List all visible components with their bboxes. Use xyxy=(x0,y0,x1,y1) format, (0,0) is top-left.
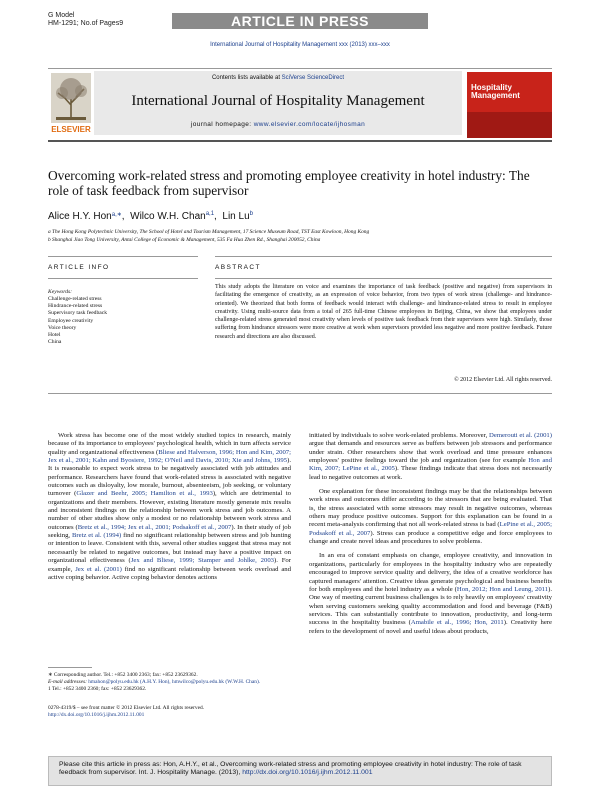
model-tag xyxy=(48,12,123,28)
cover-band xyxy=(467,112,552,138)
author-marks[interactable]: a,1 xyxy=(205,211,215,217)
author-name: Lin Lu xyxy=(222,211,250,222)
issn-line: 0278-4319/$ – see front matter © 2012 Elsevier Ltd. All rights reserved. xyxy=(48,705,205,711)
journal-header xyxy=(48,68,552,142)
author-name: Alice H.Y. Hon xyxy=(48,211,112,222)
citation-link[interactable]: Hon, 2012; Hon and Leung, 2011 xyxy=(456,585,549,593)
body-text: ). It is reasonable to expect work stress to be negatively associated with job attitudes and performance. Researchers have found that work-related stress is associated with negative outcomes such as disloyalty, low morale, burnout, absenteeism, job seeking, or voluntary turnover ( xyxy=(48,457,291,498)
info-mid-rule xyxy=(48,278,198,279)
email-prefix: E-mail addresses: xyxy=(48,679,89,685)
body-paragraph xyxy=(48,432,291,582)
footnote-rule xyxy=(48,667,92,668)
cite-text: Please cite this article in press as: Hon, A.H.Y., et al., Overcoming work-related stress and promoting employee creativity in hotel industry: The role of task feedback from supervisor. Int. J. Hospitality Manage. (2013), xyxy=(59,761,522,777)
model-line: G Model xyxy=(48,12,75,19)
body-text: find no significant relationship between work overload and active coping behavior. Active coping behavior denotes actions xyxy=(48,565,291,581)
contents-line xyxy=(94,75,462,81)
contents-prefix: Contents lists available at xyxy=(211,75,282,81)
body-text: ). For example, xyxy=(48,557,292,573)
email-note xyxy=(48,679,291,686)
body-text: ). Stress can produce a competitive edge and force employees to change and create novel ideas and procedures to solve problems. xyxy=(309,529,553,546)
article-info-heading: ARTICLE INFO xyxy=(48,264,110,271)
body-text: In an era of constant emphasis on change, employee creativity, and innovation in organizations, particularly for employees in the hospitality industry who are repeatedly encouraged to improve service quality and delivery, the idea of a creative workforce has captured managers' attention. Creative ideas generate psychological and business benefits for both employees and the hotel industry as a whole ( xyxy=(309,552,552,593)
footnote-1: 1 Tel.: +852 3400 2360; fax: +852 23629362. xyxy=(48,686,147,692)
keyword-item: Hotel xyxy=(48,332,61,339)
keyword-item: China xyxy=(48,339,62,346)
body-text: find no significant relationship between stress and job hunting or intention to leave. Consistent with this, several other studies suggest that stress may not necessarily be related to negative outcomes, but instead may have a positive impact on organizational effectiveness ( xyxy=(48,532,291,565)
citation-link[interactable]: Hon and Kim, 2007; LePine et al., 2005 xyxy=(309,457,552,473)
body-text: ). These findings indicate that stress does not necessarily lead to negative outcomes at work. xyxy=(309,465,553,481)
body-left-column xyxy=(48,432,291,588)
affiliation-a: a The Hong Kong Polytechnic University, The School of Hotel and Tourism Management, 17 Science Museum Road, TST East Kowloon, Hong Kong xyxy=(48,229,370,235)
journal-cover-thumbnail xyxy=(467,72,552,138)
author-marks[interactable]: b xyxy=(249,211,253,217)
body-text: ). In their study of job seeking, xyxy=(48,523,291,540)
footnotes xyxy=(48,672,291,693)
body-text: ). Creativity here refers to the development of novel and useful ideas about products, xyxy=(309,619,553,635)
citation-link[interactable]: Jex and Bliese, 1999; Stamper and Johlke, 2003 xyxy=(130,557,275,565)
pages-line: HM-1291; No.of Pages9 xyxy=(48,20,124,27)
article-in-press-banner: ARTICLE IN PRESS xyxy=(172,13,428,29)
homepage-line xyxy=(94,121,462,128)
abstract-bottom-rule xyxy=(48,393,552,394)
citation-link[interactable]: Amabile et al., 1996; Hon, 2011 xyxy=(410,619,504,627)
homepage-prefix: journal homepage: xyxy=(190,121,254,128)
cite-this-article-box xyxy=(48,756,552,786)
body-paragraph xyxy=(309,488,552,546)
keyword-item: Supervisory task feedback xyxy=(48,310,108,317)
author-marks[interactable]: a,∗ xyxy=(111,212,122,218)
body-text: One explanation for these inconsistent findings may be that the relationships between work stress and outcomes differ according to the stressors that are being evaluated. That is, the stress associated with some stressors may result in negative outcomes, whereas others may produce positive outcomes. Support for this explanation can be found in a recent meta-analysis confirming that not all work-related stress is bad ( xyxy=(309,488,552,529)
body-text: ), which are detrimental to organizations and their members. However, existing literature mostly generate mix results and inconsistent findings on the relationship between work stress and job outcomes. A number of other studies show only a modest or no relationship between work stress and outcomes ( xyxy=(48,490,291,531)
cover-title: Hospitality Management xyxy=(471,83,520,100)
abstract-top-rule xyxy=(215,256,552,257)
keywords-heading: Keywords: xyxy=(48,289,73,295)
body-text: initiated by individuals to solve work-related problems. Moreover, xyxy=(309,432,490,439)
body-text: Work stress has become one of the most widely studied topics in research, mainly because of its importance to employees' psychological health, which in turn affects service quality and organizational effectiveness ( xyxy=(48,432,291,456)
body-paragraph xyxy=(309,552,552,635)
keyword-item: Voice theory xyxy=(48,324,77,331)
article-title: Overcoming work-related stress and promoting employee creativity in hotel industry: The role of task feedback from supervisor xyxy=(48,168,530,198)
citation-link[interactable]: Glazer and Beehr, 2005; Hamilton et al., 1993 xyxy=(76,490,213,498)
info-top-rule xyxy=(48,256,198,257)
corresponding-author-note: ∗ Corresponding author. Tel.: +852 3400 2363; fax: +852 23629362. xyxy=(48,672,198,678)
body-paragraph xyxy=(309,432,552,482)
email-addresses[interactable]: hmahon@polyu.edu.hk (A.H.Y. Hon), hmwilco@polyu.edu.hk (W.W.H. Chan). xyxy=(88,679,261,685)
sciencedirect-link[interactable]: SciVerse ScienceDirect xyxy=(281,75,345,81)
body-text: ). One way of meeting current business challenges is to rely heavily on employees' creativity when serving customers seeking quality accommodation and food and beverage (F&B) services. This can substantially contribute to innovation, productivity, and long-term success in the hospitality business ( xyxy=(309,585,553,627)
keyword-item: Challenge-related stress xyxy=(48,296,102,302)
cite-doi-link[interactable]: http://dx.doi.org/10.1016/j.ijhm.2012.11.001 xyxy=(242,769,373,777)
keyword-item: Hindrance-related stress xyxy=(48,303,103,310)
citation-link[interactable]: Bretz et al., 1994; Jex et al., 2001; Podsakoff et al., 2007 xyxy=(77,523,232,531)
body-text: argue that demands and resources serve as buffers between job stressors and performance under strain. Other researchers show that work overload and time pressure enhances employees' positive feelings toward the job and organization (see for example xyxy=(309,440,552,465)
affiliation-b: b Shanghai Jiao Tong University, Antai College of Economic & Management, 535 Fa Hua Zhen Rd., Shanghai 200052, China xyxy=(48,237,321,243)
abstract-heading: ABSTRACT xyxy=(215,264,261,271)
body-right-column xyxy=(309,432,552,642)
author-name: Wilco W.H. Chan xyxy=(130,211,206,222)
header-info-panel xyxy=(94,71,462,135)
citation-link[interactable]: Bretz et al. (1994) xyxy=(71,532,122,540)
citation-link[interactable]: Bliese and Halverson, 1996; Hon and Kim, 2007; Jex et al., 2001; Kahn and Byosiere, 1992; O'Neil and Davis, 2010; Xie and Johns, 1995 xyxy=(48,448,291,465)
abstract-mid-rule xyxy=(215,278,552,279)
citation-link[interactable]: Jex et al. (2001) xyxy=(75,565,122,573)
journal-name: International Journal of Hospitality Management xyxy=(131,93,425,109)
doi-link[interactable]: http://dx.doi.org/10.1016/j.ijhm.2012.11.001 xyxy=(48,712,145,718)
keyword-item: Employee creativity xyxy=(48,317,94,324)
issn-block xyxy=(48,705,291,719)
journal-citation-line[interactable]: International Journal of Hospitality Management xxx (2013) xxx–xxx xyxy=(210,42,390,48)
journal-homepage-link[interactable]: www.elsevier.com/locate/ijhosman xyxy=(253,121,366,128)
citation-link[interactable]: LePine et al., 2005; Podsakoff et al., 2007 xyxy=(309,521,552,537)
elsevier-wordmark: ELSEVIER xyxy=(51,125,91,134)
keyword-list xyxy=(48,296,107,346)
author-list: Alice H.Y. Hon$^{a,∗}$, Wilco W.H. Chan$^{a,1}$, Lin Lu$^b$ xyxy=(48,211,253,222)
abstract-text: This study adopts the literature on voice and examines the importance of task feedback (positive and negative) from supervisors in facilitating the emergence of creativity, as an expression of voice behavior, from two types of work stress (challenge- and hindrance-oriented). We theorized that both forms of feedback would interact with challenge- and hindrance-related stress to result in employee creativity. Using multi-source data from a total of 265 full-time Chinese employees in Beijing, China, we show that employees under challenge-related stress generated most creativity when levels of positive task feedback from their supervisors were high. Similarly, those suffering from hindrance stressors were more creative at work when supervisors provided less negative and more positive feedback. Future research and directions are also discussed. xyxy=(215,284,552,340)
citation-link[interactable]: Demerouti et al. (2001) xyxy=(489,432,552,439)
copyright-line: © 2012 Elsevier Ltd. All rights reserved. xyxy=(454,377,552,383)
